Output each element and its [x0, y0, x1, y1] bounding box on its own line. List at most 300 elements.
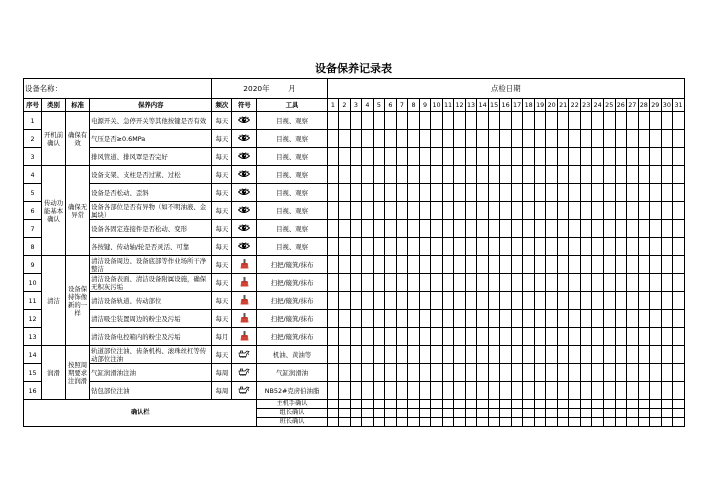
check-cell[interactable] — [546, 274, 558, 292]
check-cell[interactable] — [603, 130, 615, 148]
check-cell[interactable] — [362, 310, 374, 328]
signature-cell[interactable] — [638, 418, 650, 427]
check-cell[interactable] — [465, 202, 477, 220]
signature-cell[interactable] — [408, 400, 420, 409]
check-cell[interactable] — [465, 238, 477, 256]
check-cell[interactable] — [454, 166, 466, 184]
check-cell[interactable] — [350, 202, 362, 220]
check-cell[interactable] — [603, 202, 615, 220]
signature-cell[interactable] — [534, 418, 546, 427]
check-cell[interactable] — [362, 112, 374, 130]
check-cell[interactable] — [350, 148, 362, 166]
check-cell[interactable] — [580, 382, 592, 400]
check-cell[interactable] — [534, 274, 546, 292]
check-cell[interactable] — [569, 220, 581, 238]
signature-cell[interactable] — [396, 418, 408, 427]
check-cell[interactable] — [523, 202, 535, 220]
signature-cell[interactable] — [511, 409, 523, 418]
check-cell[interactable] — [454, 310, 466, 328]
signature-cell[interactable] — [534, 409, 546, 418]
check-cell[interactable] — [511, 202, 523, 220]
check-cell[interactable] — [396, 292, 408, 310]
check-cell[interactable] — [592, 328, 604, 346]
check-cell[interactable] — [431, 238, 443, 256]
signature-cell[interactable] — [350, 409, 362, 418]
check-cell[interactable] — [650, 202, 662, 220]
check-cell[interactable] — [534, 238, 546, 256]
check-cell[interactable] — [661, 274, 673, 292]
check-cell[interactable] — [661, 202, 673, 220]
check-cell[interactable] — [339, 310, 351, 328]
check-cell[interactable] — [396, 112, 408, 130]
check-cell[interactable] — [673, 112, 685, 130]
signature-cell[interactable] — [465, 400, 477, 409]
signature-cell[interactable] — [385, 418, 397, 427]
check-cell[interactable] — [627, 292, 639, 310]
check-cell[interactable] — [454, 256, 466, 274]
check-cell[interactable] — [511, 256, 523, 274]
check-cell[interactable] — [500, 130, 512, 148]
check-cell[interactable] — [673, 310, 685, 328]
check-cell[interactable] — [385, 166, 397, 184]
check-cell[interactable] — [627, 148, 639, 166]
check-cell[interactable] — [511, 274, 523, 292]
check-cell[interactable] — [362, 364, 374, 382]
check-cell[interactable] — [373, 274, 385, 292]
check-cell[interactable] — [511, 364, 523, 382]
signature-cell[interactable] — [580, 418, 592, 427]
check-cell[interactable] — [465, 346, 477, 364]
check-cell[interactable] — [488, 292, 500, 310]
check-cell[interactable] — [603, 274, 615, 292]
check-cell[interactable] — [661, 364, 673, 382]
check-cell[interactable] — [534, 328, 546, 346]
check-cell[interactable] — [500, 292, 512, 310]
check-cell[interactable] — [385, 292, 397, 310]
check-cell[interactable] — [534, 166, 546, 184]
check-cell[interactable] — [442, 256, 454, 274]
check-cell[interactable] — [396, 130, 408, 148]
signature-cell[interactable] — [419, 409, 431, 418]
check-cell[interactable] — [327, 166, 339, 184]
check-cell[interactable] — [603, 220, 615, 238]
check-cell[interactable] — [603, 112, 615, 130]
check-cell[interactable] — [327, 112, 339, 130]
check-cell[interactable] — [546, 292, 558, 310]
check-cell[interactable] — [546, 220, 558, 238]
check-cell[interactable] — [362, 292, 374, 310]
check-cell[interactable] — [408, 256, 420, 274]
check-cell[interactable] — [661, 292, 673, 310]
check-cell[interactable] — [350, 238, 362, 256]
check-cell[interactable] — [465, 166, 477, 184]
check-cell[interactable] — [615, 130, 627, 148]
check-cell[interactable] — [523, 184, 535, 202]
check-cell[interactable] — [419, 184, 431, 202]
check-cell[interactable] — [385, 364, 397, 382]
check-cell[interactable] — [523, 382, 535, 400]
check-cell[interactable] — [488, 346, 500, 364]
check-cell[interactable] — [557, 310, 569, 328]
check-cell[interactable] — [592, 184, 604, 202]
check-cell[interactable] — [603, 238, 615, 256]
check-cell[interactable] — [431, 130, 443, 148]
check-cell[interactable] — [557, 328, 569, 346]
check-cell[interactable] — [627, 238, 639, 256]
check-cell[interactable] — [488, 202, 500, 220]
check-cell[interactable] — [569, 364, 581, 382]
check-cell[interactable] — [431, 166, 443, 184]
check-cell[interactable] — [408, 202, 420, 220]
check-cell[interactable] — [327, 130, 339, 148]
check-cell[interactable] — [442, 184, 454, 202]
check-cell[interactable] — [431, 220, 443, 238]
check-cell[interactable] — [523, 238, 535, 256]
signature-cell[interactable] — [431, 400, 443, 409]
check-cell[interactable] — [385, 130, 397, 148]
check-cell[interactable] — [454, 382, 466, 400]
check-cell[interactable] — [627, 184, 639, 202]
check-cell[interactable] — [477, 310, 489, 328]
check-cell[interactable] — [557, 256, 569, 274]
signature-cell[interactable] — [465, 418, 477, 427]
check-cell[interactable] — [373, 166, 385, 184]
signature-cell[interactable] — [419, 418, 431, 427]
signature-cell[interactable] — [339, 409, 351, 418]
check-cell[interactable] — [580, 364, 592, 382]
check-cell[interactable] — [650, 346, 662, 364]
signature-cell[interactable] — [673, 418, 685, 427]
check-cell[interactable] — [650, 112, 662, 130]
check-cell[interactable] — [661, 130, 673, 148]
check-cell[interactable] — [523, 328, 535, 346]
check-cell[interactable] — [673, 166, 685, 184]
check-cell[interactable] — [580, 310, 592, 328]
signature-cell[interactable] — [661, 409, 673, 418]
check-cell[interactable] — [627, 346, 639, 364]
check-cell[interactable] — [488, 238, 500, 256]
check-cell[interactable] — [373, 256, 385, 274]
check-cell[interactable] — [431, 184, 443, 202]
check-cell[interactable] — [362, 382, 374, 400]
check-cell[interactable] — [408, 112, 420, 130]
check-cell[interactable] — [523, 274, 535, 292]
check-cell[interactable] — [327, 382, 339, 400]
check-cell[interactable] — [373, 112, 385, 130]
signature-cell[interactable] — [673, 409, 685, 418]
signature-cell[interactable] — [603, 400, 615, 409]
check-cell[interactable] — [431, 112, 443, 130]
signature-cell[interactable] — [661, 400, 673, 409]
check-cell[interactable] — [500, 346, 512, 364]
check-cell[interactable] — [569, 184, 581, 202]
check-cell[interactable] — [396, 166, 408, 184]
check-cell[interactable] — [477, 238, 489, 256]
check-cell[interactable] — [650, 220, 662, 238]
check-cell[interactable] — [580, 292, 592, 310]
check-cell[interactable] — [465, 184, 477, 202]
check-cell[interactable] — [615, 148, 627, 166]
check-cell[interactable] — [592, 292, 604, 310]
check-cell[interactable] — [465, 220, 477, 238]
check-cell[interactable] — [488, 256, 500, 274]
check-cell[interactable] — [339, 130, 351, 148]
check-cell[interactable] — [408, 148, 420, 166]
check-cell[interactable] — [615, 310, 627, 328]
check-cell[interactable] — [442, 112, 454, 130]
check-cell[interactable] — [362, 238, 374, 256]
check-cell[interactable] — [500, 274, 512, 292]
check-cell[interactable] — [511, 148, 523, 166]
check-cell[interactable] — [534, 112, 546, 130]
signature-cell[interactable] — [396, 400, 408, 409]
check-cell[interactable] — [465, 130, 477, 148]
check-cell[interactable] — [603, 256, 615, 274]
check-cell[interactable] — [454, 328, 466, 346]
check-cell[interactable] — [650, 382, 662, 400]
check-cell[interactable] — [650, 184, 662, 202]
check-cell[interactable] — [339, 184, 351, 202]
check-cell[interactable] — [408, 364, 420, 382]
signature-cell[interactable] — [569, 418, 581, 427]
check-cell[interactable] — [615, 112, 627, 130]
check-cell[interactable] — [592, 130, 604, 148]
check-cell[interactable] — [627, 112, 639, 130]
check-cell[interactable] — [385, 184, 397, 202]
check-cell[interactable] — [408, 346, 420, 364]
check-cell[interactable] — [580, 184, 592, 202]
check-cell[interactable] — [638, 346, 650, 364]
check-cell[interactable] — [534, 310, 546, 328]
check-cell[interactable] — [339, 256, 351, 274]
check-cell[interactable] — [339, 166, 351, 184]
check-cell[interactable] — [638, 292, 650, 310]
check-cell[interactable] — [615, 238, 627, 256]
signature-cell[interactable] — [615, 418, 627, 427]
check-cell[interactable] — [454, 292, 466, 310]
check-cell[interactable] — [477, 256, 489, 274]
check-cell[interactable] — [592, 382, 604, 400]
check-cell[interactable] — [650, 292, 662, 310]
check-cell[interactable] — [627, 130, 639, 148]
check-cell[interactable] — [408, 220, 420, 238]
check-cell[interactable] — [523, 148, 535, 166]
check-cell[interactable] — [603, 166, 615, 184]
check-cell[interactable] — [615, 364, 627, 382]
check-cell[interactable] — [557, 112, 569, 130]
check-cell[interactable] — [385, 256, 397, 274]
check-cell[interactable] — [488, 310, 500, 328]
check-cell[interactable] — [500, 166, 512, 184]
signature-cell[interactable] — [385, 400, 397, 409]
check-cell[interactable] — [442, 238, 454, 256]
check-cell[interactable] — [339, 112, 351, 130]
check-cell[interactable] — [339, 382, 351, 400]
check-cell[interactable] — [580, 166, 592, 184]
signature-cell[interactable] — [488, 400, 500, 409]
check-cell[interactable] — [500, 220, 512, 238]
check-cell[interactable] — [569, 238, 581, 256]
check-cell[interactable] — [454, 184, 466, 202]
check-cell[interactable] — [465, 292, 477, 310]
check-cell[interactable] — [638, 166, 650, 184]
signature-cell[interactable] — [454, 400, 466, 409]
check-cell[interactable] — [534, 382, 546, 400]
check-cell[interactable] — [580, 112, 592, 130]
period-cell[interactable] — [212, 79, 327, 99]
check-cell[interactable] — [350, 310, 362, 328]
check-cell[interactable] — [638, 382, 650, 400]
check-cell[interactable] — [592, 346, 604, 364]
check-cell[interactable] — [373, 328, 385, 346]
check-cell[interactable] — [442, 148, 454, 166]
check-cell[interactable] — [350, 184, 362, 202]
check-cell[interactable] — [523, 130, 535, 148]
signature-cell[interactable] — [327, 409, 339, 418]
check-cell[interactable] — [465, 382, 477, 400]
check-cell[interactable] — [580, 238, 592, 256]
check-cell[interactable] — [396, 346, 408, 364]
check-cell[interactable] — [350, 166, 362, 184]
check-cell[interactable] — [546, 328, 558, 346]
check-cell[interactable] — [431, 202, 443, 220]
check-cell[interactable] — [350, 220, 362, 238]
check-cell[interactable] — [339, 238, 351, 256]
check-cell[interactable] — [569, 166, 581, 184]
signature-cell[interactable] — [603, 409, 615, 418]
check-cell[interactable] — [362, 274, 374, 292]
check-cell[interactable] — [477, 166, 489, 184]
check-cell[interactable] — [627, 202, 639, 220]
check-cell[interactable] — [546, 346, 558, 364]
check-cell[interactable] — [339, 292, 351, 310]
check-cell[interactable] — [546, 202, 558, 220]
signature-cell[interactable] — [557, 400, 569, 409]
check-cell[interactable] — [511, 112, 523, 130]
check-cell[interactable] — [511, 382, 523, 400]
check-cell[interactable] — [385, 346, 397, 364]
check-cell[interactable] — [661, 238, 673, 256]
check-cell[interactable] — [569, 148, 581, 166]
check-cell[interactable] — [327, 184, 339, 202]
check-cell[interactable] — [477, 112, 489, 130]
check-cell[interactable] — [534, 130, 546, 148]
check-cell[interactable] — [385, 238, 397, 256]
check-cell[interactable] — [500, 382, 512, 400]
check-cell[interactable] — [673, 292, 685, 310]
check-cell[interactable] — [431, 328, 443, 346]
check-cell[interactable] — [546, 382, 558, 400]
check-cell[interactable] — [327, 256, 339, 274]
check-cell[interactable] — [327, 238, 339, 256]
signature-cell[interactable] — [661, 418, 673, 427]
check-cell[interactable] — [546, 130, 558, 148]
signature-cell[interactable] — [546, 400, 558, 409]
signature-cell[interactable] — [373, 409, 385, 418]
signature-cell[interactable] — [627, 400, 639, 409]
check-cell[interactable] — [603, 148, 615, 166]
check-cell[interactable] — [638, 130, 650, 148]
check-cell[interactable] — [350, 112, 362, 130]
check-cell[interactable] — [327, 148, 339, 166]
check-cell[interactable] — [350, 364, 362, 382]
signature-cell[interactable] — [580, 409, 592, 418]
check-cell[interactable] — [373, 130, 385, 148]
check-cell[interactable] — [580, 220, 592, 238]
check-cell[interactable] — [638, 256, 650, 274]
check-cell[interactable] — [638, 220, 650, 238]
check-cell[interactable] — [569, 292, 581, 310]
check-cell[interactable] — [673, 364, 685, 382]
check-cell[interactable] — [408, 238, 420, 256]
check-cell[interactable] — [488, 220, 500, 238]
check-cell[interactable] — [408, 184, 420, 202]
check-cell[interactable] — [385, 202, 397, 220]
check-cell[interactable] — [442, 310, 454, 328]
check-cell[interactable] — [511, 220, 523, 238]
check-cell[interactable] — [362, 184, 374, 202]
check-cell[interactable] — [373, 346, 385, 364]
check-cell[interactable] — [569, 382, 581, 400]
signature-cell[interactable] — [627, 409, 639, 418]
signature-cell[interactable] — [615, 400, 627, 409]
check-cell[interactable] — [396, 184, 408, 202]
check-cell[interactable] — [419, 202, 431, 220]
check-cell[interactable] — [339, 202, 351, 220]
check-cell[interactable] — [396, 310, 408, 328]
check-cell[interactable] — [580, 202, 592, 220]
check-cell[interactable] — [454, 202, 466, 220]
check-cell[interactable] — [615, 202, 627, 220]
check-cell[interactable] — [419, 292, 431, 310]
check-cell[interactable] — [408, 310, 420, 328]
check-cell[interactable] — [385, 382, 397, 400]
check-cell[interactable] — [408, 382, 420, 400]
check-cell[interactable] — [419, 328, 431, 346]
check-cell[interactable] — [442, 274, 454, 292]
check-cell[interactable] — [419, 310, 431, 328]
signature-cell[interactable] — [650, 418, 662, 427]
check-cell[interactable] — [569, 256, 581, 274]
check-cell[interactable] — [431, 364, 443, 382]
check-cell[interactable] — [488, 184, 500, 202]
check-cell[interactable] — [385, 310, 397, 328]
signature-cell[interactable] — [569, 409, 581, 418]
check-cell[interactable] — [442, 328, 454, 346]
signature-cell[interactable] — [592, 400, 604, 409]
check-cell[interactable] — [511, 346, 523, 364]
check-cell[interactable] — [454, 130, 466, 148]
check-cell[interactable] — [327, 328, 339, 346]
check-cell[interactable] — [477, 274, 489, 292]
check-cell[interactable] — [557, 148, 569, 166]
check-cell[interactable] — [373, 148, 385, 166]
check-cell[interactable] — [627, 166, 639, 184]
check-cell[interactable] — [650, 148, 662, 166]
check-cell[interactable] — [569, 274, 581, 292]
check-cell[interactable] — [627, 256, 639, 274]
signature-cell[interactable] — [454, 409, 466, 418]
check-cell[interactable] — [650, 256, 662, 274]
check-cell[interactable] — [580, 256, 592, 274]
check-cell[interactable] — [615, 346, 627, 364]
signature-cell[interactable] — [477, 400, 489, 409]
check-cell[interactable] — [477, 130, 489, 148]
check-cell[interactable] — [339, 346, 351, 364]
check-cell[interactable] — [569, 346, 581, 364]
check-cell[interactable] — [661, 328, 673, 346]
check-cell[interactable] — [580, 274, 592, 292]
